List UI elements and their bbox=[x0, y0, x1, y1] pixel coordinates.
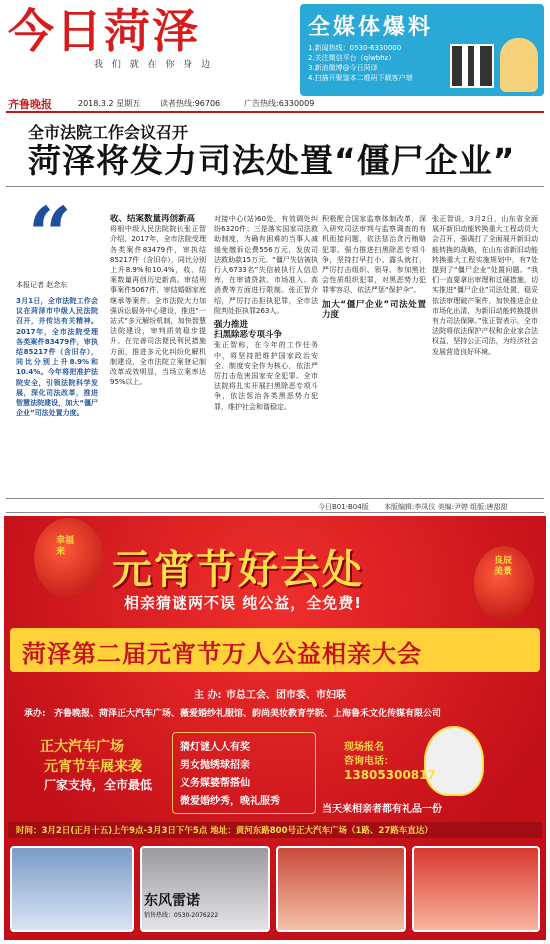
gift-note: 当天来相亲者都有礼品一份 bbox=[322, 804, 442, 815]
footer-divider bbox=[6, 512, 544, 513]
lantern-text: 幸福来 bbox=[56, 536, 75, 557]
media-tip-line: 2.关注微信平台（qlwbhz） bbox=[308, 54, 396, 62]
media-tip-box bbox=[300, 4, 544, 96]
lantern-icon bbox=[34, 518, 104, 598]
lanterns-photo bbox=[412, 846, 540, 932]
page-info: 今日B01-B04版 bbox=[318, 503, 369, 511]
paragraph: 对接中心(站)60处，有效调处纠纷6320件；三是落实国家司法救助制度，为确有困难的当事人减缓免缴诉讼费556万元，发放司法救助款15万元。“僵尸失信被执行人6733名”失信被执行人信息库，在审请贷款、市场准入、高消费等方面进行限制。张正智介绍，严厉打击拒执犯罪，全市法院判处拒执罪263人。 bbox=[214, 215, 318, 315]
article-column-4: 张正智说，3月2日，山东省全面展开新旧动能转换重大工程动员大会召开，强调打了全面展开新旧动能转换的战略，在山东省新旧动能转换重大工程实施规划中，有7处提到了“僵尸企业”处置问题。“我们一直要拿出审理和过硬措施，切实推进“僵尸企业”司法处置，稳妥依法审理破产案件，加快推进企业市场化出清，为新旧动能转换提供有力司法保障。”张正智表示，全市法院将依法保护产权和企业家合法权益，坚持公正司法，为经济社会发展营造良好环境。 bbox=[432, 215, 538, 356]
registration-label: 现场报名 bbox=[344, 742, 384, 753]
masthead-subtitle: 我 们 就 在 你 身 边 bbox=[94, 60, 214, 70]
lion-dance-icon bbox=[424, 726, 484, 796]
event-time-location: 时间：3月2日(正月十五)上午9点-3月3日下午5点 地址：黄河东路800号正大汽车广场（1路、27路车直达） bbox=[16, 826, 433, 836]
headline-divider bbox=[6, 186, 544, 187]
activity-item: 微爱婚纱秀，晚礼服秀 bbox=[180, 796, 280, 807]
footer-divider bbox=[6, 498, 544, 499]
lantern-festival-ad[interactable] bbox=[4, 516, 546, 940]
article-column-1 bbox=[110, 214, 206, 496]
section-heading: 收、结案数量再创新高 bbox=[110, 214, 196, 224]
co-organizer-label: 承办: bbox=[24, 709, 46, 719]
car-photo bbox=[140, 846, 270, 932]
issue-date: 2018.3.2 星期五 bbox=[78, 99, 141, 108]
section-heading: 扫黑除恶专项斗争 bbox=[214, 330, 283, 341]
ad-hotline: 广告热线:6330009 bbox=[244, 99, 315, 108]
byline: 本报记者 赵念东 bbox=[16, 281, 68, 289]
ad-slogan: 相亲猜谜两不误 纯公益，全免费! bbox=[124, 594, 363, 612]
paper-logo: 齐鲁晚报 bbox=[8, 98, 52, 111]
car-sales-phone: 销售热线：0530-2076222 bbox=[144, 912, 219, 919]
car-show-title: 正大汽车广场 bbox=[40, 739, 124, 755]
activity-item: 男女抛绣球招亲 bbox=[180, 760, 250, 771]
mascot-icon bbox=[500, 38, 538, 92]
host-label: 主 办: bbox=[194, 690, 222, 701]
car-brand: 东风雷诺 bbox=[144, 893, 200, 909]
festival-photo bbox=[276, 846, 406, 932]
qr-code-icon[interactable] bbox=[450, 44, 494, 88]
lantern-text: 良辰美景 bbox=[494, 556, 513, 577]
host-organizers: 市总工会、团市委、市妇联 bbox=[226, 690, 346, 701]
activity-item: 义务媒婆帮搭仙 bbox=[180, 778, 250, 789]
paragraph: 将根中级人民法院院长张正智介绍，2017年，全市法院受理各类案件83479件，审执结85217件（含旧存），同比分别上升8.9%和10.4%，收、结案数量再创历史新高。审结刑事案件5067件，审结婚姻家庭继承等案件。全市法院大力加强诉讼服务中心建设，推进“一站式”多元解纷机制，加快智慧法院建设，审判质效稳步提升。在完善司法便民利民措施方面，推进多元化纠纷化解机制建设，全市法院立案登记制改革成效明显，当场立案率达95%以上。 bbox=[110, 225, 206, 387]
phone-number[interactable]: 13805300817 bbox=[344, 768, 436, 782]
article-column-2 bbox=[214, 214, 318, 496]
masthead-divider bbox=[6, 111, 544, 113]
media-tip-line: 4.扫描开聚鉴本二维码下载客户端 bbox=[308, 74, 413, 82]
reader-hotline: 读者热线:96706 bbox=[160, 99, 221, 108]
paragraph: 积极配合国家监察体制改革，深入研究司法审判与监察调查的有机衔接问题，依法惩治贪污贿赂犯罪。强力推进扫黑除恶专项斗争，坚持打早打小、露头就打，严厉打击组织、领导、参加黑社会性质组织犯罪，对黑恶势力犯罪零容忍，依法严惩“保护伞”。 bbox=[322, 215, 426, 295]
media-tip-line: 3.新浪微博@今日菏泽 bbox=[308, 64, 378, 72]
wedding-dress-photo bbox=[10, 846, 134, 932]
paragraph: 张正智称，在今年的工作任务中，将坚持把维护国家政治安全、制度安全作为核心，依法严厉打击危害国家安全犯罪。全市法院将扎实开展扫黑除恶专项斗争，依法惩治各类黑恶势力犯罪，维护社会和谐稳定。 bbox=[214, 341, 318, 411]
article-lead: 3月1日，全市法院工作会议在菏泽市中级人民法院召开，并传达有关精神。2017年，全市法院受理各类案件83479件，审执结85217件（含旧存），同比分别上升8.9%和10.4%。今年将把准护法院安全，引领法院科学发展，深化司法改革，推进智慧法院建设，加大“僵尸企业”司法处置力度。 bbox=[16, 297, 98, 418]
car-show-slogan: 厂家支持，全市最低 bbox=[44, 778, 153, 792]
article-headline: 菏泽将发力司法处置“僵尸企业” bbox=[28, 141, 516, 180]
car-show-subtitle: 元宵节车展来袭 bbox=[44, 759, 142, 775]
article-kicker: 全市法院工作会议召开 bbox=[28, 123, 189, 142]
section-heading: 强力推进 bbox=[214, 320, 249, 331]
ad-main-title: 菏泽第二届元宵节万人公益相亲大会 bbox=[22, 640, 422, 668]
ad-title: 元宵节好去处 bbox=[112, 546, 364, 593]
section-heading: 加大“僵尸企业”司法处置力度 bbox=[322, 299, 426, 320]
media-tip-heading: 全媒体爆料 bbox=[308, 15, 434, 40]
quote-mark-icon: “ bbox=[28, 190, 72, 279]
article-column-3 bbox=[322, 214, 426, 496]
masthead-title: 今日菏泽 bbox=[8, 4, 200, 58]
phone-label: 咨询电话： bbox=[344, 756, 394, 767]
media-tip-line: 1.新闻热线：0530-6330000 bbox=[308, 44, 402, 52]
co-organizers: 齐鲁晚报、菏泽正大汽车广场、薇爱婚纱礼服馆、韵尚美妆教育学院、上海鲁禾文化传媒有限公司 bbox=[54, 709, 442, 719]
editor-credits: 本版编辑:李凤仪 美编:尹婷 组版:唐甜甜 bbox=[384, 503, 508, 511]
activity-item: 猜灯谜人人有奖 bbox=[180, 742, 250, 753]
